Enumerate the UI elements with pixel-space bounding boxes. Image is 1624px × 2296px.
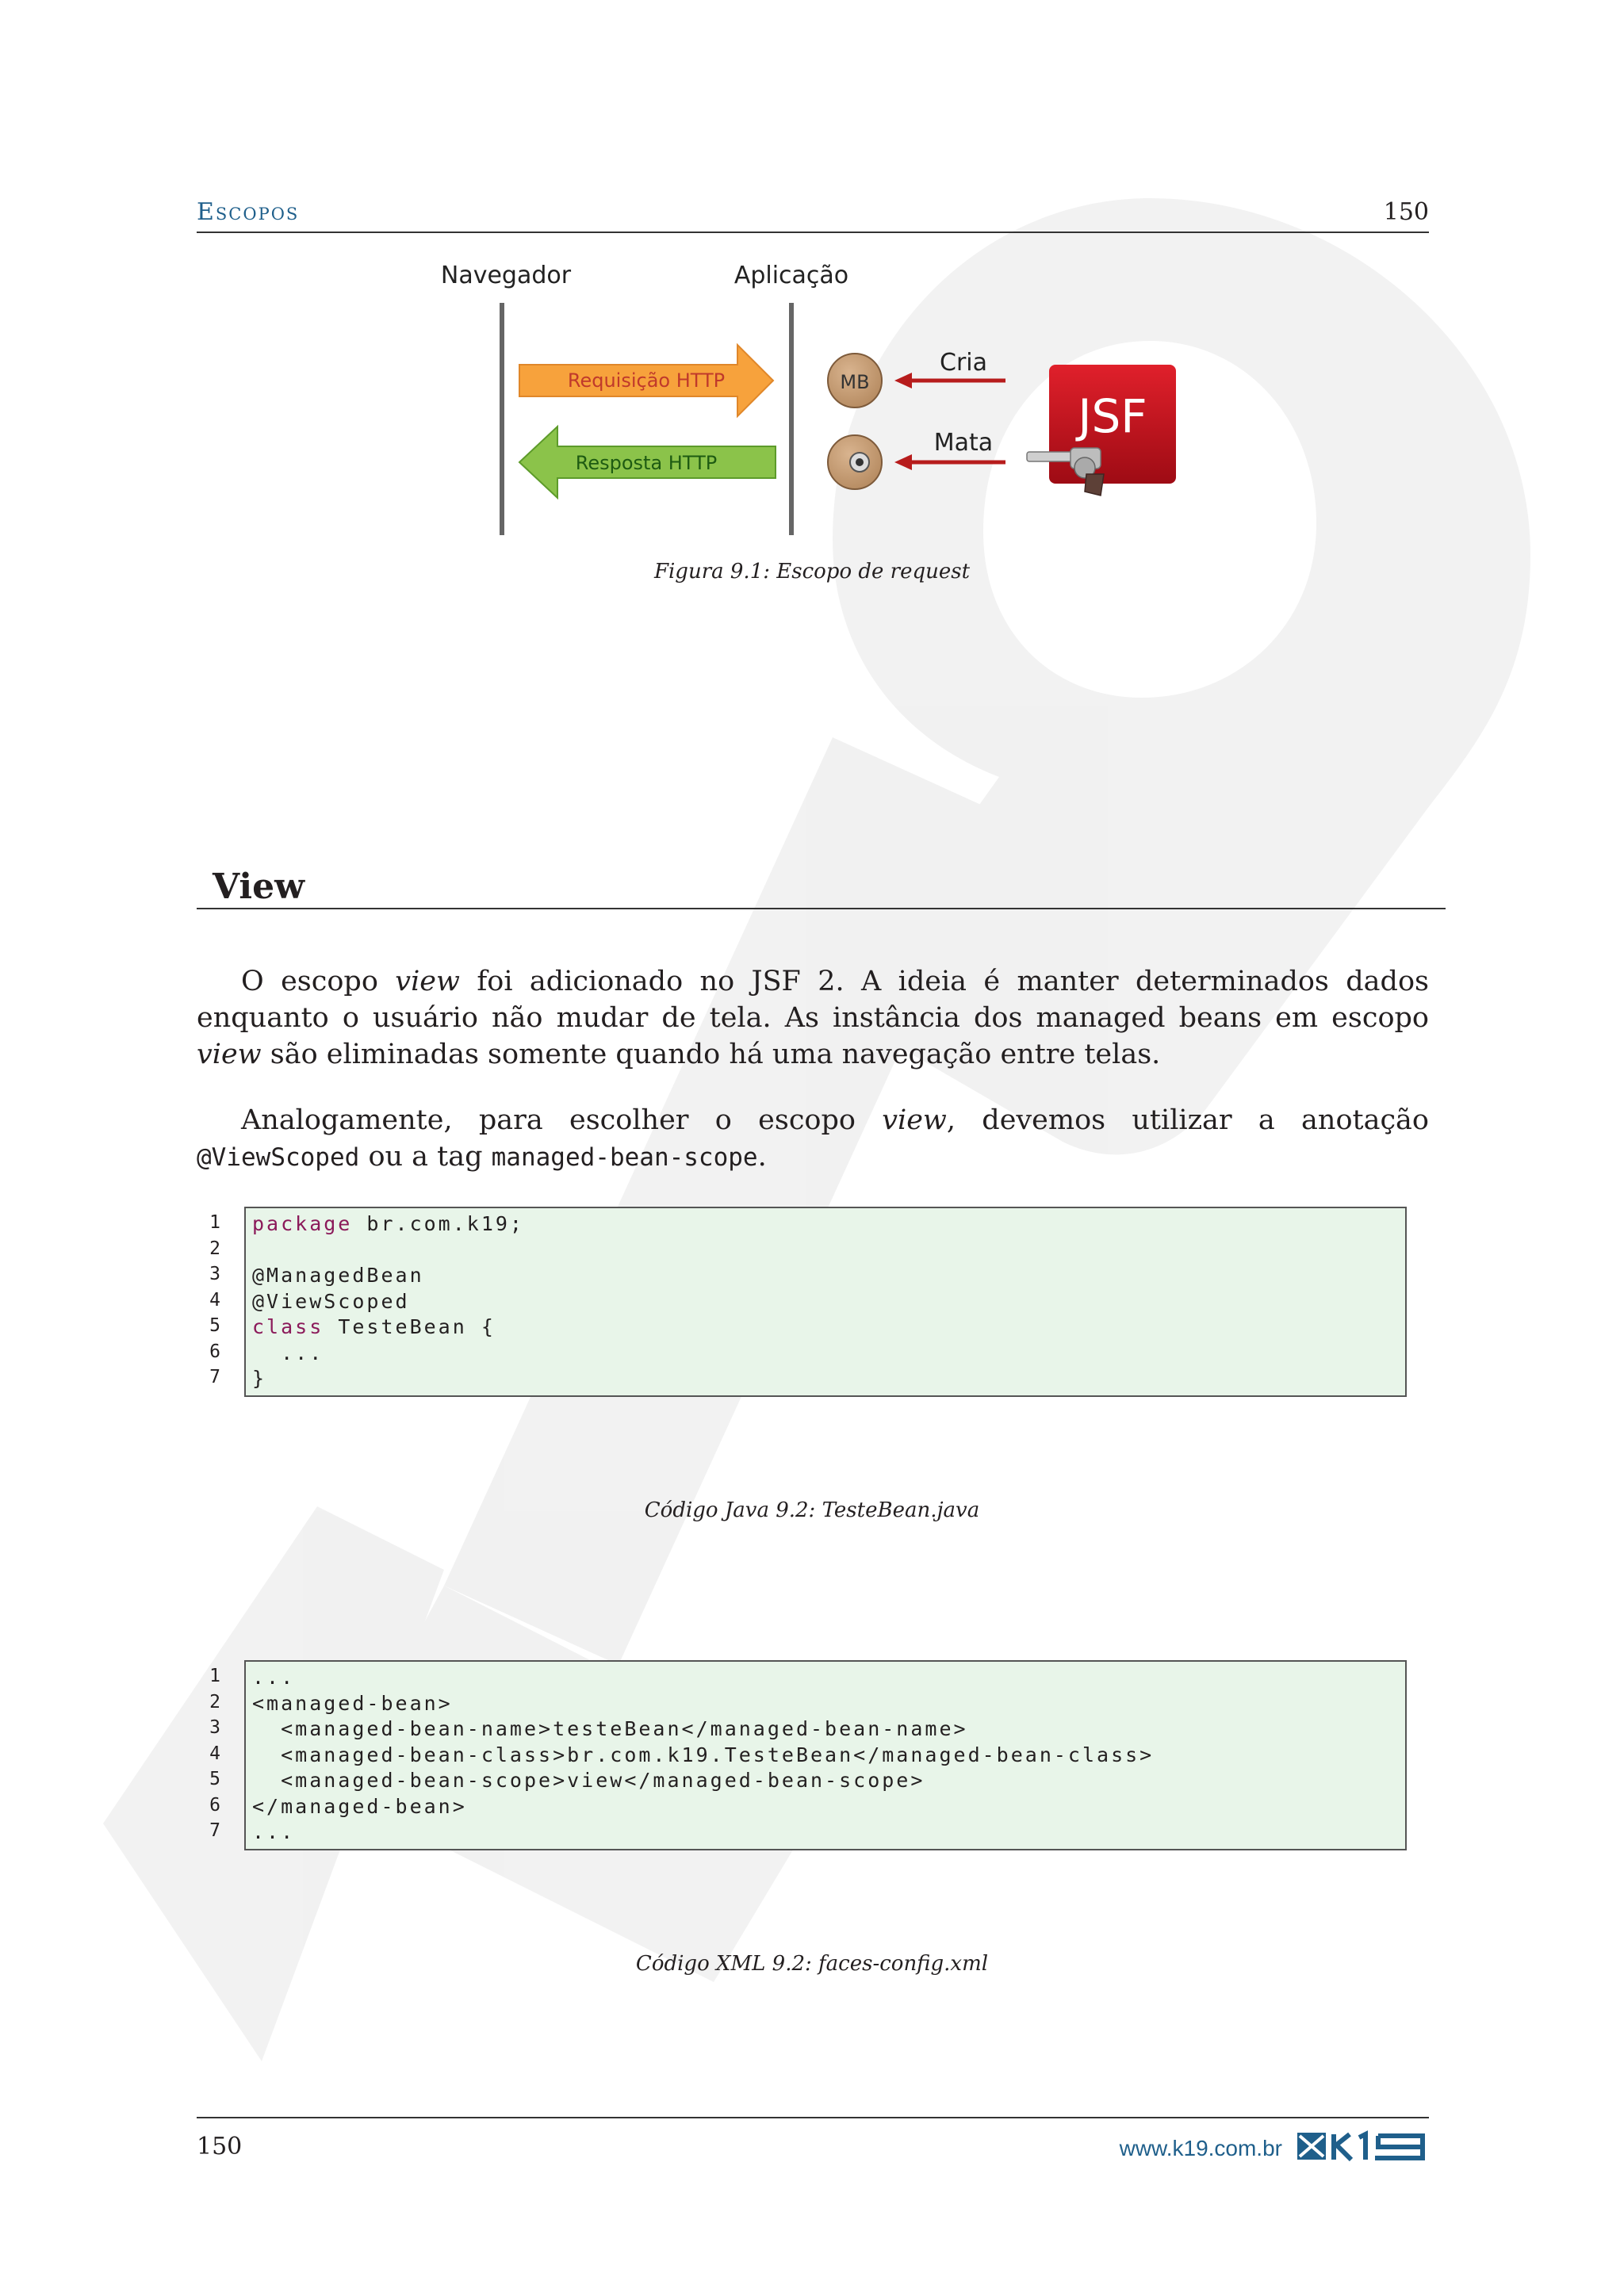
paragraph-view-annotation [197,1102,1429,1176]
kill-arrowhead [894,454,912,470]
code-line: <managed-bean-scope>view</managed-bean-scope> [252,1769,925,1792]
code-text: br.com.k19; [352,1212,524,1235]
code-line: <managed-bean-name>testeBean</managed-bean-name> [252,1717,968,1740]
p2-emphasis-view: view [882,1104,947,1136]
create-arrowhead [894,373,912,388]
line-number: 7 [209,1820,220,1841]
section-heading [197,860,1446,909]
code-text: @ViewScoped [252,1289,410,1313]
create-label: Cria [940,349,987,377]
running-header [197,198,1429,233]
response-arrow-label: Resposta HTTP [575,452,718,474]
paragraph-view-intro [197,963,1429,1073]
code-keyword: package [252,1212,353,1235]
code-line: ... [252,1820,296,1843]
inline-code-viewscoped: @ViewScoped [197,1143,360,1172]
p1-text-a: O escopo [241,966,396,997]
xml-line-numbers [197,1663,220,1844]
line-number: 2 [209,1238,220,1259]
k19-logo [1296,2130,1429,2163]
code-text: TesteBean { [324,1315,496,1338]
p2-text-b: , devemos utilizar a anotação [946,1104,1429,1136]
java-code-block [244,1207,1407,1397]
code-line [252,1211,1405,1238]
p2-text-a: Analogamente, para escolher o escopo [241,1104,883,1136]
page-footer [197,2117,1429,2158]
code-line [252,1263,1405,1289]
header-page-number: 150 [1383,198,1429,226]
footer-page-number: 150 [197,2133,243,2160]
xml-code-caption: Código XML 9.2: faces-config.xml [635,1952,989,1976]
java-code-caption: Código Java 9.2: TesteBean.java [644,1498,980,1522]
line-number: 6 [209,1794,220,1816]
p2-text-c: ou a tag [359,1141,492,1173]
line-number: 6 [209,1341,220,1362]
line-number: 4 [209,1743,220,1764]
line-number: 1 [209,1666,220,1686]
code-line: <managed-bean-class>br.com.k19.TesteBean</managed-bean-class> [252,1743,1155,1766]
code-line [252,1314,1405,1341]
line-number: 2 [209,1691,220,1712]
managed-bean-label: MB [840,371,870,393]
footer-url-link[interactable]: www.k19.com.br [1119,2136,1282,2160]
line-number: 3 [209,1264,220,1284]
code-line: <managed-bean> [252,1691,453,1715]
jsf-label: JSF [1078,389,1147,443]
code-line: ... [252,1666,296,1689]
request-arrow-label: Requisição HTTP [567,369,726,392]
code-text: ... [252,1341,324,1364]
code-line [252,1289,1405,1315]
java-line-numbers [197,1210,220,1391]
line-number: 7 [209,1367,220,1387]
section-title: View [213,867,304,907]
line-number: 4 [209,1289,220,1311]
code-text: } [252,1367,267,1390]
line-number: 5 [209,1769,220,1789]
header-section-title: Escopos [197,198,300,226]
code-line [252,1366,1405,1392]
code-line [252,1341,1405,1367]
code-keyword: class [252,1315,324,1338]
p1-emphasis-view: view [395,966,460,997]
line-number: 3 [209,1717,220,1738]
xml-code-block [244,1660,1407,1850]
p1-emphasis-view-2: view [197,1039,262,1070]
code-line [252,1238,1405,1264]
p1-text-c: são eliminadas somente quando há uma navegação entre telas. [261,1039,1161,1070]
kill-label: Mata [933,429,994,457]
app-label: Aplicação [733,262,849,289]
figure-caption: Figura 9.1: Escopo de request [653,560,971,584]
p2-text-d: . [757,1141,767,1173]
request-scope-diagram [428,254,1221,547]
browser-label: Navegador [440,262,572,289]
line-number: 1 [209,1212,220,1233]
code-text: @ManagedBean [252,1264,424,1287]
p1-text-b: foi adicionado no JSF 2. A ideia é manter determinados dados enquanto o usuário não mudar de tela. As instância dos managed beans em escopo [197,966,1429,1034]
code-line: </managed-bean> [252,1794,467,1818]
line-number: 5 [209,1315,220,1336]
bullet-hole-icon [850,453,869,472]
inline-code-managed-bean-scope: managed-bean-scope [491,1143,758,1172]
